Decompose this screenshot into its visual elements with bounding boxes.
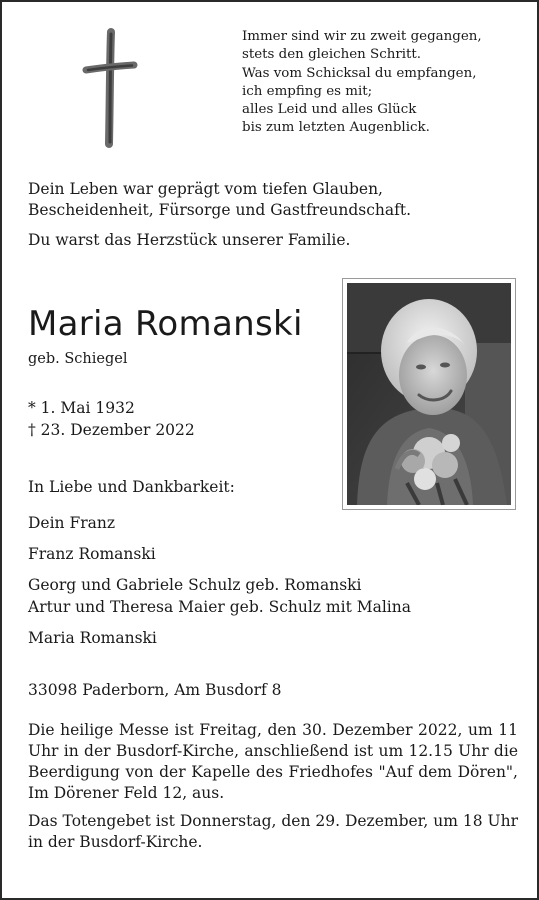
mourner: Artur und Theresa Maier geb. Schulz mit Malina — [28, 598, 411, 616]
poem-line: stets den gleichen Schritt. — [242, 47, 422, 63]
poem-line: ich empfing es mit; — [242, 83, 373, 99]
mourner: Maria Romanski — [28, 629, 157, 647]
mourners-intro: In Liebe und Dankbarkeit: — [28, 478, 235, 496]
poem-line: Was vom Schicksal du empfangen, — [242, 65, 477, 81]
cross-icon — [80, 28, 140, 148]
tribute-text — [28, 179, 411, 251]
prayer-text: Das Totengebet ist Donnerstag, den 29. Dezember, um 18 Uhr in der Busdorf-Kirche. — [28, 812, 518, 851]
mourners — [28, 476, 411, 649]
tribute-line: Bescheidenheit, Fürsorge und Gastfreundschaft. — [28, 201, 412, 219]
death-date: † 23. Dezember 2022 — [28, 421, 195, 439]
poem-line: bis zum letzten Augenblick. — [242, 120, 430, 136]
mourner: Dein Franz — [28, 514, 116, 532]
deceased-name: Maria Romanski — [28, 304, 303, 344]
maiden-name: geb. Schiegel — [28, 351, 128, 367]
poem-line: alles Leid und alles Glück — [242, 102, 417, 118]
address: 33098 Paderborn, Am Busdorf 8 — [28, 681, 282, 699]
tribute-line: Du warst das Herzstück unserer Familie. — [28, 231, 351, 249]
tribute-line: Dein Leben war geprägt vom tiefen Glauben, — [28, 180, 383, 198]
poem-line: Immer sind wir zu zweit gegangen, — [242, 29, 482, 44]
life-dates — [28, 397, 195, 441]
mourner: Georg und Gabriele Schulz geb. Romanski — [28, 576, 362, 594]
mourner: Franz Romanski — [28, 545, 156, 563]
birth-date: * 1. Mai 1932 — [28, 399, 135, 417]
poem — [242, 28, 482, 138]
funeral-mass-text: Die heilige Messe ist Freitag, den 30. Dezember 2022, um 11 Uhr in der Busdorf-Kirche, anschließend ist um 12.15 Uhr die Beerdigung von der Kapelle des Friedhofes "Auf dem Dören", Im Dörener Feld 12, aus. — [28, 721, 518, 802]
